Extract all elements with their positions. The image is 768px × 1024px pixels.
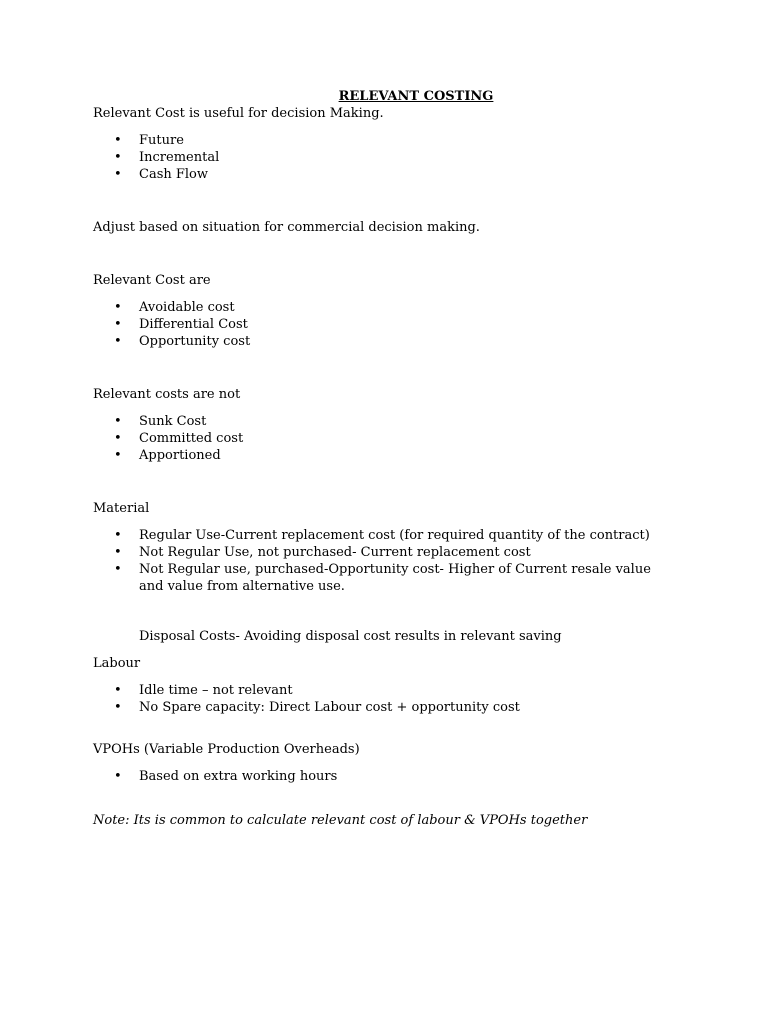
list-item: • Differential Cost — [114, 317, 248, 332]
vpoh-heading: VPOHs (Variable Production Overheads) — [93, 742, 360, 757]
list-item: • Cash Flow — [114, 167, 209, 182]
relevant-not-heading: Relevant costs are not — [93, 387, 241, 402]
list-item: • Idle time – not relevant — [114, 683, 293, 698]
labour-list — [93, 682, 693, 716]
relevant-not-list — [93, 413, 693, 464]
labour-heading: Labour — [93, 656, 141, 671]
disposal-text: Disposal Costs- Avoiding disposal cost results in relevant saving — [139, 629, 562, 644]
bullet-icon: • — [114, 317, 122, 332]
list-item: • Opportunity cost — [114, 334, 251, 349]
relevant-are-heading: Relevant Cost are — [93, 273, 211, 288]
list-item: • Sunk Cost — [114, 414, 207, 429]
list-item: • No Spare capacity: Direct Labour cost + opportunity cost — [114, 700, 520, 715]
list-item: • Not Regular Use, not purchased- Current replacement cost — [114, 545, 531, 560]
bullet-icon: • — [114, 300, 122, 315]
material-heading: Material — [93, 501, 150, 516]
bullet-icon: • — [114, 414, 122, 429]
bullet-icon: • — [114, 683, 122, 698]
relevant-are-list — [93, 299, 693, 350]
material-list — [93, 527, 693, 595]
adjust-text: Adjust based on situation for commercial decision making. — [93, 220, 480, 235]
bullet-icon: • — [114, 545, 122, 560]
vpoh-list — [93, 768, 693, 785]
bullet-icon: • — [114, 700, 122, 715]
list-item: • Incremental — [114, 150, 220, 165]
intro-list — [93, 132, 693, 183]
bullet-icon: • — [114, 448, 122, 463]
bullet-icon: • — [114, 769, 122, 784]
document-title: RELEVANT COSTING — [338, 89, 494, 104]
list-item: • Based on extra working hours — [114, 769, 338, 784]
document-page — [93, 88, 693, 829]
bullet-icon: • — [114, 431, 122, 446]
list-item: • Avoidable cost — [114, 300, 235, 315]
list-item: • Not Regular use, purchased-Opportunity cost- Higher of Current resale value and value from alternative use. — [114, 562, 651, 594]
list-item: • Committed cost — [114, 431, 244, 446]
bullet-icon: • — [114, 150, 122, 165]
note-text: Note: Its is common to calculate relevant cost of labour & VPOHs together — [93, 813, 588, 828]
list-item: • Future — [114, 133, 184, 148]
bullet-icon: • — [114, 528, 122, 543]
bullet-icon: • — [114, 562, 122, 577]
bullet-icon: • — [114, 133, 122, 148]
intro-text: Relevant Cost is useful for decision Making. — [93, 106, 384, 121]
bullet-icon: • — [114, 167, 122, 182]
list-item: • Regular Use-Current replacement cost (for required quantity of the contract) — [114, 528, 650, 543]
bullet-icon: • — [114, 334, 122, 349]
list-item: • Apportioned — [114, 448, 221, 463]
